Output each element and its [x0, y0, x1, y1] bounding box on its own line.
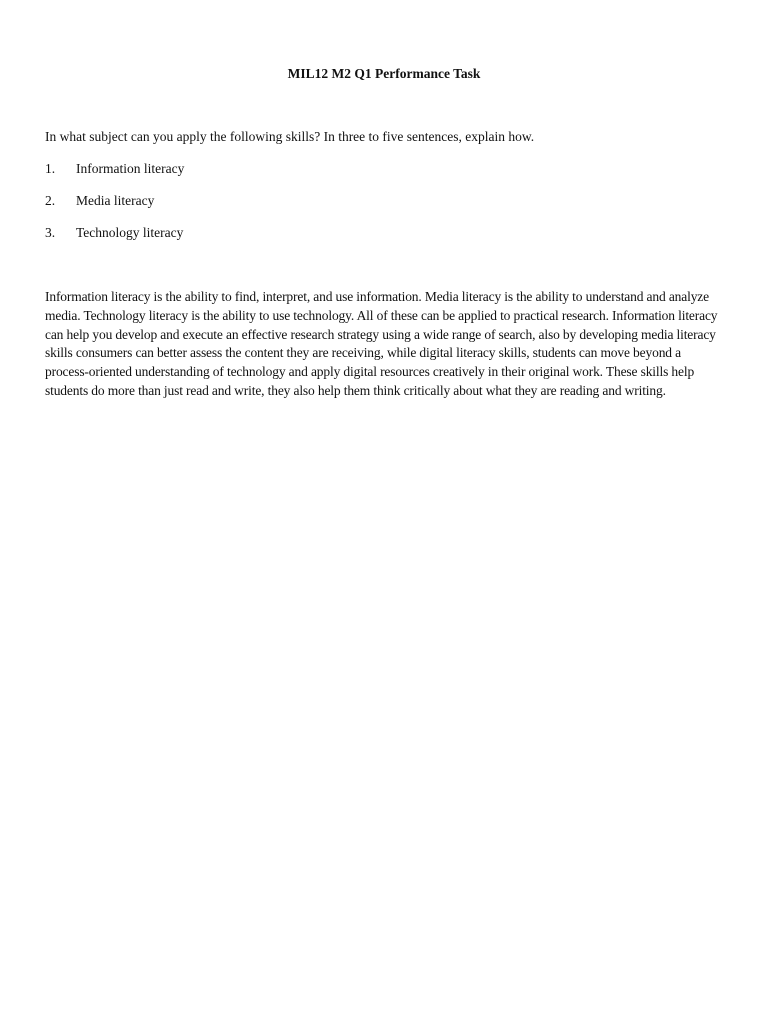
list-item-label: Technology literacy: [76, 225, 184, 240]
list-item: [45, 193, 725, 225]
list-item-number: 2.: [45, 193, 56, 208]
list-item: [45, 161, 725, 193]
answer-paragraph: Information literacy is the ability to find, interpret, and use information. Media literacy is the ability to understand and analyze media. Technology literacy is the ability to use technology. All of these can be applied to practical research. Information literacy can help you develop and execute an effective research strategy using a wide range of search, also by developing media literacy skills consumers can better assess the content they are receiving, while digital literacy skills, students can move beyond a process-oriented understanding of technology and apply digital resources creatively in their original work. These skills help students do more than just read and write, they also help them think critically about what they are reading and writing.: [45, 289, 718, 398]
document-title: MIL12 M2 Q1 Performance Task: [287, 66, 481, 81]
list-item-label: Information literacy: [76, 161, 185, 176]
question-prompt: In what subject can you apply the following skills? In three to five sentences, explain how.: [45, 129, 535, 144]
skills-list: [45, 161, 725, 257]
list-item-number: 1.: [45, 161, 56, 176]
list-item-label: Media literacy: [76, 193, 155, 208]
list-item-number: 3.: [45, 225, 56, 240]
list-item: [45, 225, 725, 257]
